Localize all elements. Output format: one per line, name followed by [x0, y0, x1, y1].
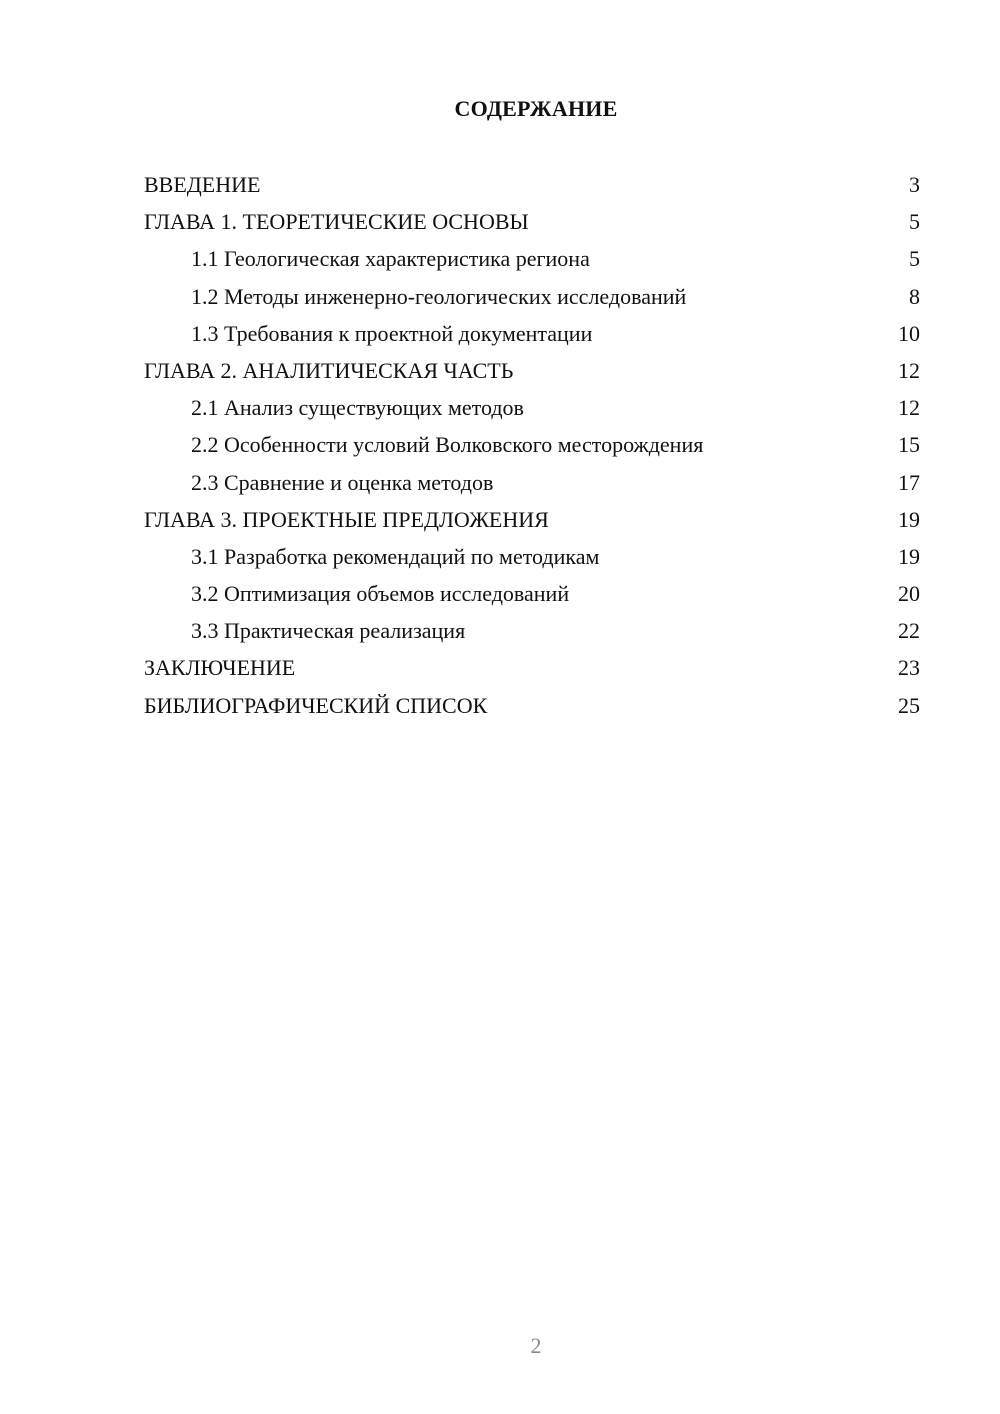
toc-entry-conclusion [144, 649, 920, 686]
toc-entry-section-1-1 [144, 240, 920, 277]
toc-entry-page: 15 [898, 432, 920, 458]
toc-entry-label: 3.2 Оптимизация объемов исследований [191, 581, 570, 607]
toc-entry-section-1-2 [144, 278, 920, 315]
toc-entry-page: 8 [909, 283, 920, 309]
toc-entry-section-1-3 [144, 315, 920, 352]
toc-entry-bibliography [144, 687, 920, 724]
toc-entry-label: 2.1 Анализ существующих методов [191, 395, 524, 421]
toc-entry-label: ВВЕДЕНИЕ [144, 172, 261, 197]
toc-entry-label: 2.3 Сравнение и оценка методов [191, 469, 494, 495]
toc-entry-page: 23 [898, 655, 920, 681]
toc-entry-section-2-1 [144, 389, 920, 426]
toc-entry-label: 1.3 Требования к проектной документации [191, 320, 593, 346]
toc-entry-label: ГЛАВА 2. АНАЛИТИЧЕСКАЯ ЧАСТЬ [144, 357, 514, 383]
toc-entry-chapter-2 [144, 352, 920, 389]
toc-entry-chapter-3 [144, 501, 920, 538]
toc-entry-page: 12 [898, 395, 920, 421]
toc-entry-page: 10 [898, 320, 920, 346]
toc-title: СОДЕРЖАНИЕ [454, 96, 618, 121]
toc-entry-label: 3.1 Разработка рекомендаций по методикам [191, 543, 600, 569]
toc-entry-section-3-2 [144, 575, 920, 612]
toc-entry-label: 3.3 Практическая реализация [191, 618, 466, 644]
toc-entry-page: 5 [909, 246, 920, 272]
toc-entry-label: БИБЛИОГРАФИЧЕСКИЙ СПИСОК [144, 692, 488, 718]
toc-entry-page: 25 [898, 692, 920, 718]
toc-entry-page: 22 [898, 618, 920, 644]
toc-entry-page: 20 [898, 581, 920, 607]
toc-entry-introduction [144, 166, 920, 203]
toc-entry-label: 2.2 Особенности условий Волковского месторождения [191, 432, 704, 458]
toc-entry-label: 1.2 Методы инженерно-геологических исследований [191, 283, 687, 309]
toc-entry-label: ГЛАВА 3. ПРОЕКТНЫЕ ПРЕДЛОЖЕНИЯ [144, 506, 549, 532]
table-of-contents [144, 166, 920, 724]
toc-entry-label: 1.1 Геологическая характеристика региона [191, 246, 590, 272]
toc-entry-section-2-3 [144, 464, 920, 501]
toc-entry-section-2-2 [144, 426, 920, 463]
toc-entry-chapter-1 [144, 203, 920, 240]
toc-entry-section-3-1 [144, 538, 920, 575]
toc-entry-page: 17 [898, 469, 920, 495]
page-number: 2 [530, 1333, 542, 1358]
toc-entry-page: 12 [898, 357, 920, 383]
toc-entry-label: ЗАКЛЮЧЕНИЕ [144, 655, 296, 681]
toc-entry-page: 19 [898, 543, 920, 569]
toc-entry-label: ГЛАВА 1. ТЕОРЕТИЧЕСКИЕ ОСНОВЫ [144, 209, 529, 235]
toc-entry-page: 3 [909, 172, 920, 197]
toc-entry-section-3-3 [144, 612, 920, 649]
toc-entry-page: 19 [898, 506, 920, 532]
toc-entry-page: 5 [909, 209, 920, 235]
